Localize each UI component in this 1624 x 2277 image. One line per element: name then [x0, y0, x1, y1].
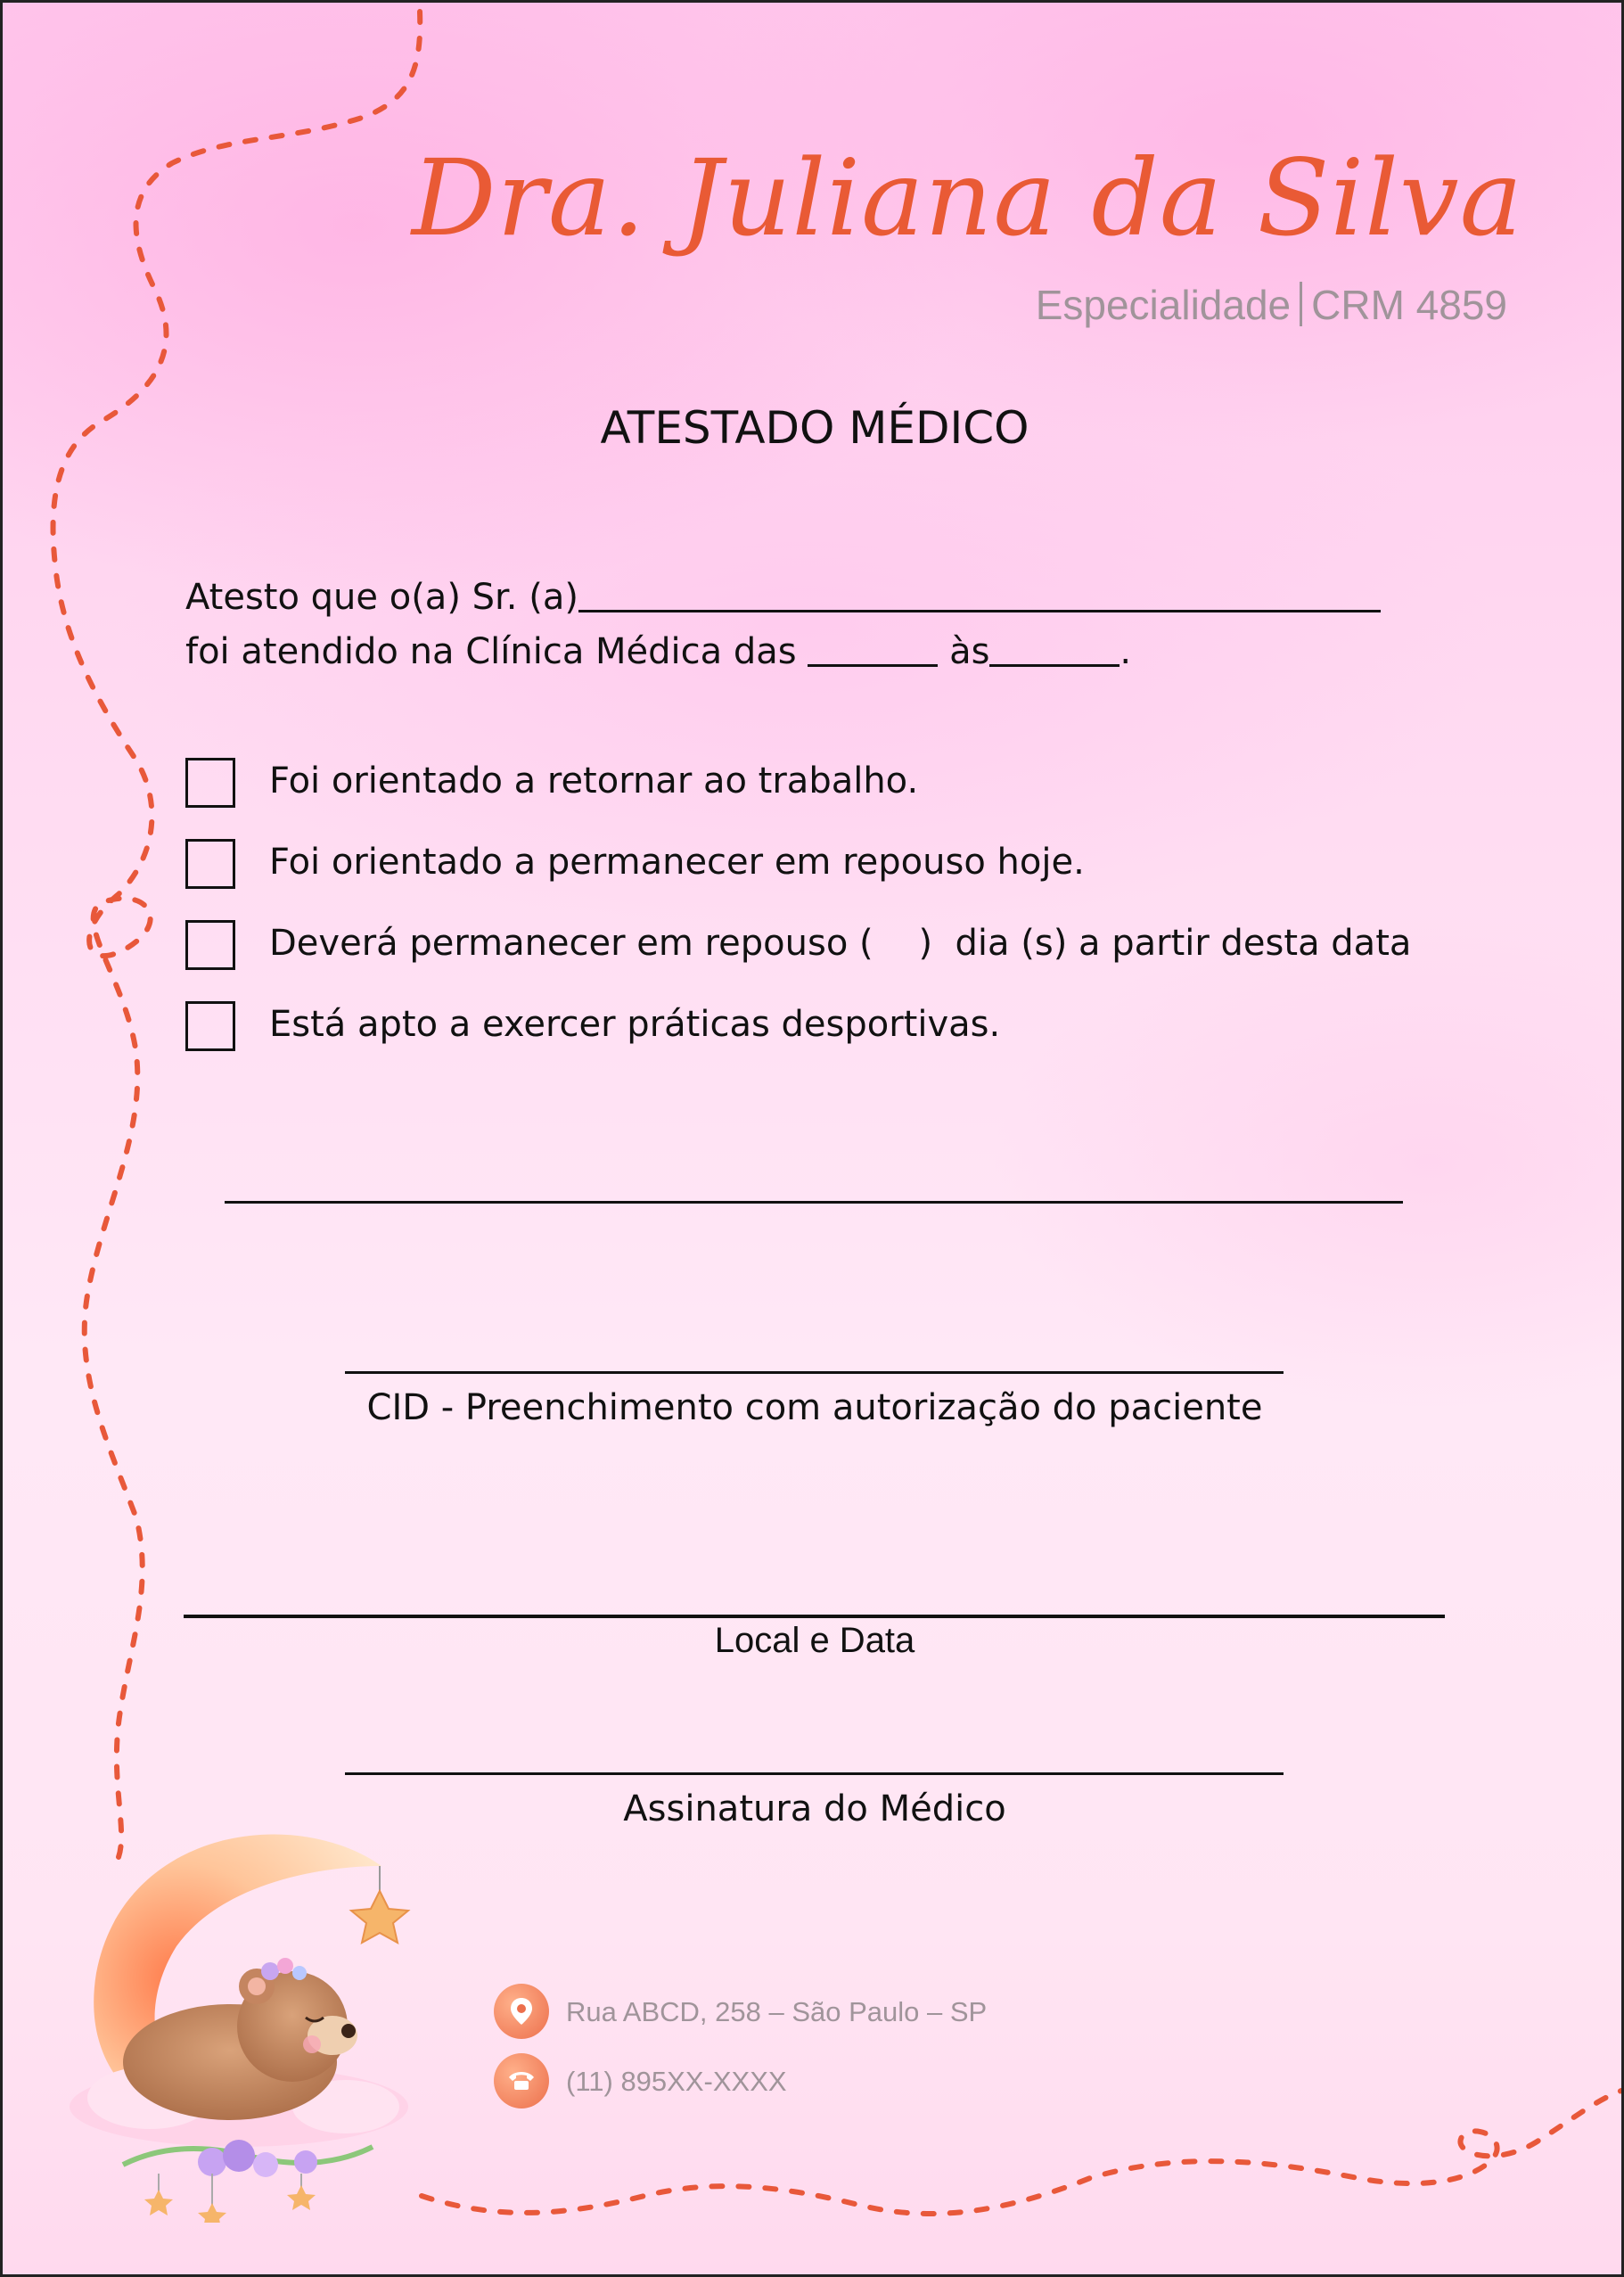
doctor-name: Dra. Juliana da Silva [411, 136, 1523, 259]
document-title: ATESTADO MÉDICO [600, 402, 1029, 454]
option-rest-days: Deverá permanecer em repouso ( ) dia (s) a partir desta data [269, 923, 1412, 964]
option-sports-fit: Está apto a exercer práticas desportivas. [269, 1004, 1001, 1045]
crm-text: CRM 4859 [1311, 282, 1507, 328]
clinic-text: foi atendido na Clínica Médica das [185, 631, 797, 672]
sleeping-bear-moon-illustration [52, 1813, 453, 2223]
statement-prefix: Atesto que o(a) Sr. (a) [185, 577, 578, 618]
patient-name-field[interactable] [578, 576, 1381, 612]
location-pin-icon [494, 1984, 549, 2039]
address-text: Rua ABCD, 258 – São Paulo – SP [566, 1996, 988, 2027]
option-return-work: Foi orientado a retornar ao trabalho. [269, 760, 919, 801]
statement-line-1 [185, 576, 1381, 618]
end-time-field[interactable] [989, 630, 1120, 667]
specialty-crm-line [1036, 281, 1507, 329]
checkbox-return-work[interactable] [185, 758, 235, 808]
observation-line[interactable] [225, 1201, 1403, 1204]
phone-text: (11) 895XX-XXXX [566, 2066, 787, 2097]
signature-line[interactable] [345, 1772, 1284, 1775]
cid-caption: CID - Preenchimento com autorização do paciente [366, 1387, 1263, 1428]
signature-caption: Assinatura do Médico [623, 1788, 1006, 1829]
start-time-field[interactable] [808, 630, 938, 667]
until-text: às [949, 631, 990, 672]
statement-line-2 [185, 630, 1131, 672]
cid-line[interactable] [345, 1371, 1284, 1374]
phone-icon [494, 2053, 549, 2108]
option-rest-today: Foi orientado a permanecer em repouso hoje. [269, 842, 1085, 883]
local-date-line[interactable] [184, 1615, 1445, 1618]
separator [1300, 282, 1302, 326]
specialty-text: Especialidade [1035, 282, 1292, 328]
local-date-caption: Local e Data [714, 1621, 915, 1660]
checkbox-rest-days[interactable] [185, 920, 235, 970]
period-text: . [1120, 631, 1132, 672]
checkbox-rest-today[interactable] [185, 839, 235, 889]
checkbox-sports-fit[interactable] [185, 1001, 235, 1051]
